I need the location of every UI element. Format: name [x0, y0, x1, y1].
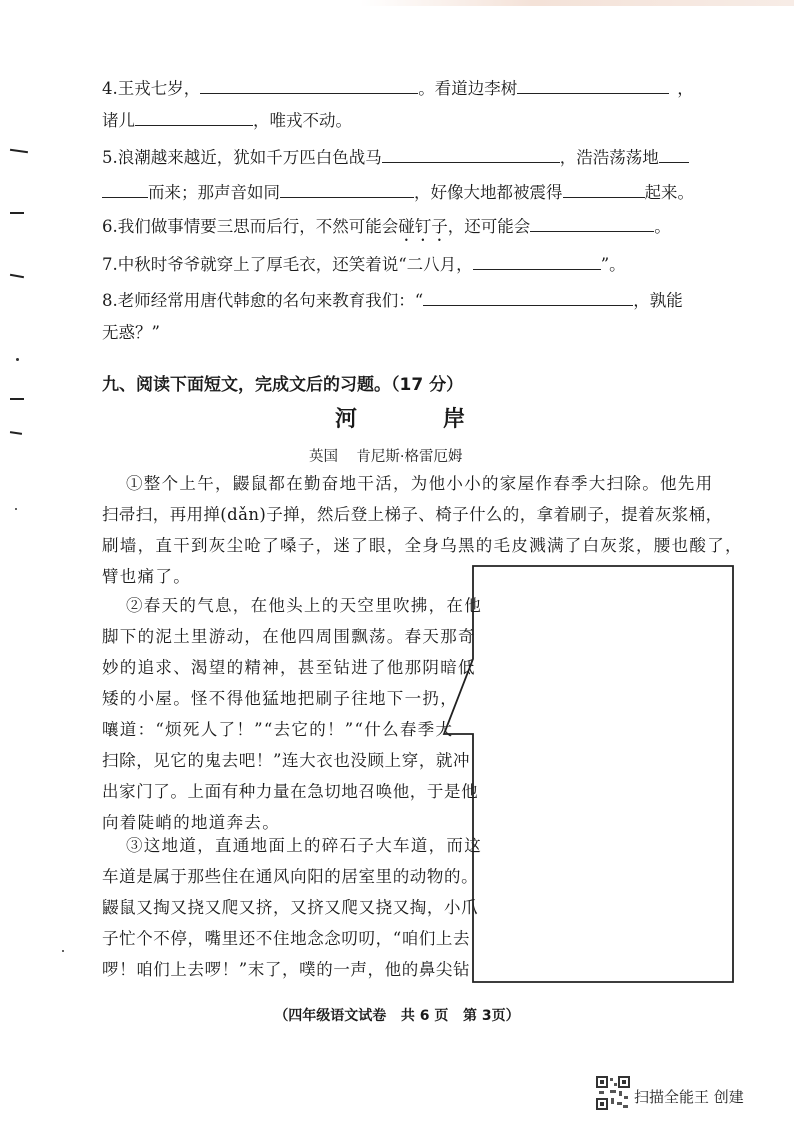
question-5-line-1: [102, 145, 689, 169]
question-5-line-2: [102, 180, 694, 204]
question-text: ，好像大地都被震得: [414, 183, 563, 202]
question-text: ”。: [600, 255, 626, 274]
margin-mark: [10, 431, 22, 434]
margin-mark: [10, 398, 24, 400]
paragraph-line: 子忙个不停，嘴里还不住地念念叨叨，“咱们上去: [102, 929, 471, 948]
question-4-line-1: [102, 76, 694, 100]
paragraph-line: 扫帚扫，再用掸(dǎn)子掸，然后登上梯子、椅子什么的，拿着刷子，提着灰浆桶，: [102, 505, 723, 524]
paragraph-line: 向着陡峭的地道奔去。: [102, 813, 280, 832]
paragraph-line: 嚷道：“烦死人了！”“去它的！”“什么春季大: [102, 720, 454, 739]
question-text: 而来；那声音如同: [148, 183, 280, 202]
qr-code-icon: [596, 1076, 630, 1110]
story-title-char: 河: [335, 407, 358, 432]
paragraph-line: 出家门了。上面有种力量在急切地召唤他，于是他: [102, 782, 479, 801]
story-title: [335, 402, 465, 433]
question-text: 。: [654, 217, 671, 236]
answer-blank[interactable]: [659, 145, 689, 163]
answer-blank[interactable]: [530, 214, 654, 232]
scanner-watermark: 扫描全能王 创建: [634, 1088, 744, 1106]
answer-blank[interactable]: [135, 108, 253, 126]
paragraph-line: 车道是属于那些住在通风向阳的居室里的动物的。: [102, 867, 479, 886]
answer-blank[interactable]: [473, 252, 601, 270]
answer-blank[interactable]: [563, 180, 645, 198]
paragraph-line: 脚下的泥土里游动，在他四周围飘荡。春天那奇: [102, 627, 476, 646]
question-text: 7.中秋时爷爷就穿上了厚毛衣，还笑着说“二八月，: [102, 255, 473, 274]
drawing-answer-box[interactable]: [440, 564, 740, 984]
margin-mark: [10, 212, 24, 214]
question-text: ，还可能会: [447, 217, 531, 236]
section-heading: 九、阅读下面短文，完成文后的习题。（17 分）: [102, 375, 464, 395]
question-4-line-2: [102, 108, 352, 132]
answer-blank[interactable]: [280, 180, 414, 198]
question-6: [102, 214, 671, 245]
paragraph-line: 啰！咱们上去啰！”末了，噗的一声，他的鼻尖钻: [102, 960, 471, 979]
paragraph-line: 扫除，见它的鬼去吧！”连大衣也没顾上穿，就冲: [102, 751, 471, 770]
question-8-line-2: [102, 322, 160, 344]
question-text: ，孰能: [633, 291, 683, 310]
question-7: [102, 252, 626, 276]
answer-blank[interactable]: [517, 76, 669, 94]
paragraph-line: 妙的追求、渴望的精神，甚至钻进了他那阴暗低: [102, 658, 476, 677]
story-title-char: 岸: [442, 407, 465, 432]
paragraph-line: ③这地道，直通地面上的碎石子大车道，而这: [126, 836, 482, 855]
paragraph-line: 鼹鼠又掏又挠又爬又挤，又挤又爬又挠又掏，小爪: [102, 898, 479, 917]
paragraph-1: [126, 468, 713, 499]
paragraph-3: [102, 830, 482, 985]
question-text: ，浩浩荡荡地: [559, 148, 659, 167]
paragraph-2: [102, 590, 482, 838]
question-text: 5.浪潮越来越近，犹如千万匹白色战马: [102, 148, 382, 167]
answer-blank[interactable]: [382, 145, 560, 163]
emphasized-phrase: 碰钉子: [398, 217, 448, 236]
question-text: 4.王戎七岁，: [102, 79, 201, 98]
page-edge-stain: [360, 0, 794, 6]
question-text: 8.老师经常用唐代韩愈的名句来教育我们：“: [102, 291, 424, 310]
paragraph-line: 矮的小屋。怪不得他猛地把刷子往地下一扔，: [102, 689, 458, 708]
answer-blank[interactable]: [423, 288, 633, 306]
paragraph-line: ②春天的气息，在他头上的天空里吹拂，在他: [126, 596, 482, 615]
answer-blank[interactable]: [102, 180, 148, 198]
margin-mark: [10, 149, 28, 153]
paragraph-line: ①整个上午，鼹鼠都在勤奋地干活，为他小小的家屋作春季大扫除。他先用: [126, 474, 714, 493]
margin-mark: [10, 274, 24, 278]
margin-dot: [15, 508, 17, 510]
margin-dot: [16, 358, 19, 361]
paragraph-line: 刷墙，直干到灰尘呛了嗓子，迷了眼，全身乌黑的毛皮溅满了白灰浆，腰也酸了，: [102, 536, 743, 555]
margin-dot: [62, 950, 64, 952]
answer-blank[interactable]: [200, 76, 418, 94]
story-author: 英国 肯尼斯·格雷厄姆: [309, 449, 463, 465]
question-text: 起来。: [644, 183, 694, 202]
question-text: 诸儿: [102, 111, 135, 130]
question-text: ，: [677, 79, 694, 98]
paragraph-line: 臂也痛了。: [102, 567, 191, 586]
page-footer: （四年级语文试卷 共 6 页 第 3页）: [274, 1008, 520, 1024]
question-8-line-1: [102, 288, 683, 312]
question-text: 6.我们做事情要三思而后行，不然可能会: [102, 217, 399, 236]
question-text: 。看道边李树: [418, 79, 518, 98]
question-text: ，唯戎不动。: [253, 111, 352, 130]
question-text: 无惑？”: [102, 323, 160, 342]
